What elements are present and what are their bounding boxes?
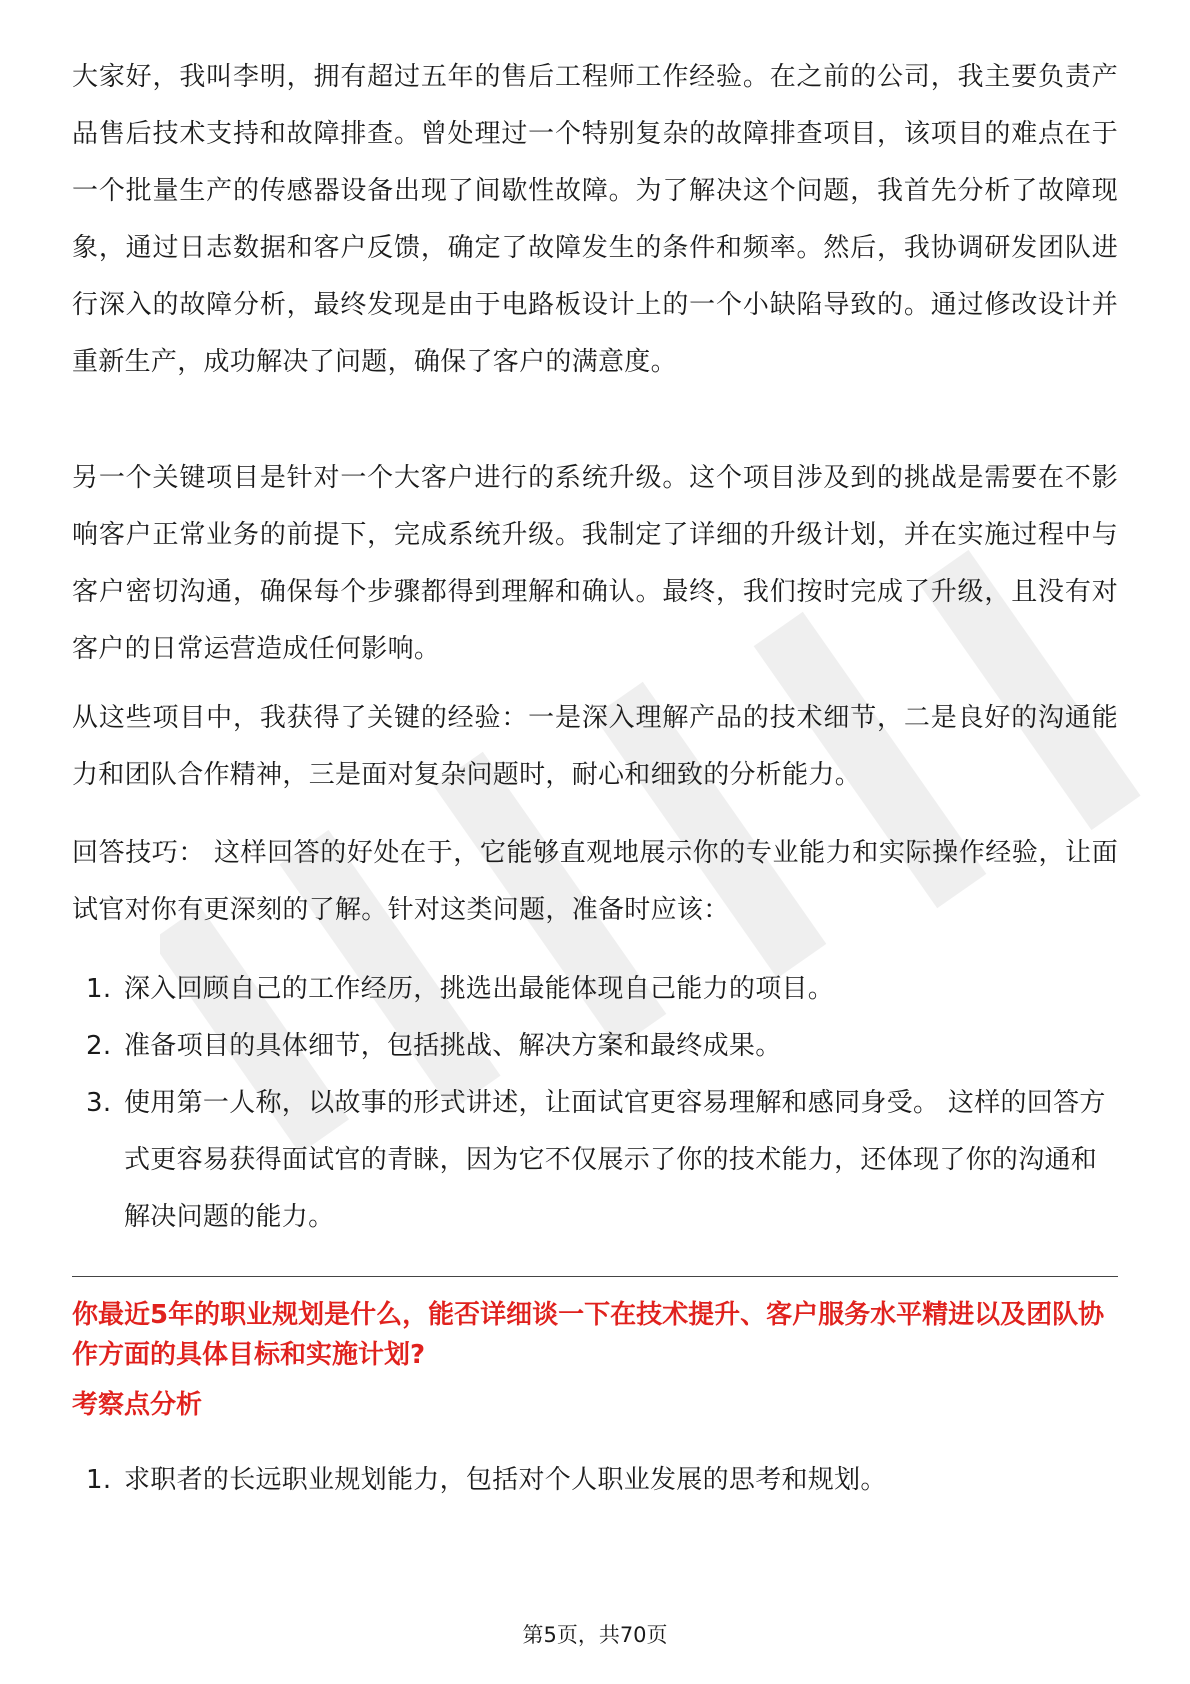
list-item bbox=[72, 1018, 1118, 1075]
paragraph-experience-intro: 大家好，我叫李明，拥有超过五年的售后工程师工作经验。在之前的公司，我主要负责产品售后技术支持和故障排查。曾处理过一个特别复杂的故障排查项目，该项目的难点在于一个批量生产的传感器设备出现了间歇性故障。为了解决这个问题，我首先分析了故障现象，通过日志数据和客户反馈，确定了故障发生的条件和频率。然后，我协调研发团队进行深入的故障分析，最终发现是由于电路板设计上的一个小缺陷导致的。通过修改设计并重新生产，成功解决了问题，确保了客户的满意度。 bbox=[72, 62, 1118, 377]
section-divider bbox=[72, 1276, 1118, 1277]
paragraph-answer-tips: 回答技巧： 这样回答的好处在于，它能够直观地展示你的专业能力和实际操作经验，让面试官对你有更深刻的了解。针对这类问题，准备时应该： bbox=[72, 838, 1118, 925]
interview-question: 你最近5年的职业规划是什么，能否详细谈一下在技术提升、客户服务水平精进以及团队协作方面的具体目标和实施计划? bbox=[72, 1300, 1105, 1370]
list-text: 使用第一人称，以故事的形式讲述，让面试官更容易理解和感同身受。 这样的回答方式更容易获得面试官的青睐，因为它不仅展示了你的技术能力，还体现了你的沟通和解决问题的能力。 bbox=[124, 1088, 1106, 1232]
paragraph-system-upgrade: 另一个关键项目是针对一个大客户进行的系统升级。这个项目涉及到的挑战是需要在不影响客户正常业务的前提下，完成系统升级。我制定了详细的升级计划，并在实施过程中与客户密切沟通，确保每个步骤都得到理解和确认。最终，我们按时完成了升级，且没有对客户的日常运营造成任何影响。 bbox=[72, 463, 1118, 664]
list-item bbox=[72, 1075, 1118, 1246]
list-number: 1. bbox=[86, 1465, 112, 1495]
analysis-heading: 考察点分析 bbox=[72, 1390, 203, 1420]
list-item bbox=[72, 961, 1118, 1018]
list-number: 3. bbox=[86, 1088, 112, 1118]
analysis-list bbox=[72, 1452, 1118, 1509]
paragraph-lessons-learned: 从这些项目中，我获得了关键的经验：一是深入理解产品的技术细节，二是良好的沟通能力和团队合作精神，三是面对复杂问题时，耐心和细致的分析能力。 bbox=[72, 703, 1118, 790]
tips-list bbox=[72, 961, 1118, 1246]
page-number: 第5页，共70页 bbox=[522, 1623, 668, 1647]
list-text: 求职者的长远职业规划能力，包括对个人职业发展的思考和规划。 bbox=[124, 1465, 887, 1495]
list-number: 1. bbox=[86, 974, 112, 1004]
list-number: 2. bbox=[86, 1031, 112, 1061]
list-text: 准备项目的具体细节，包括挑战、解决方案和最终成果。 bbox=[124, 1031, 782, 1061]
list-item bbox=[72, 1452, 1118, 1509]
list-text: 深入回顾自己的工作经历，挑选出最能体现自己能力的项目。 bbox=[124, 974, 835, 1004]
